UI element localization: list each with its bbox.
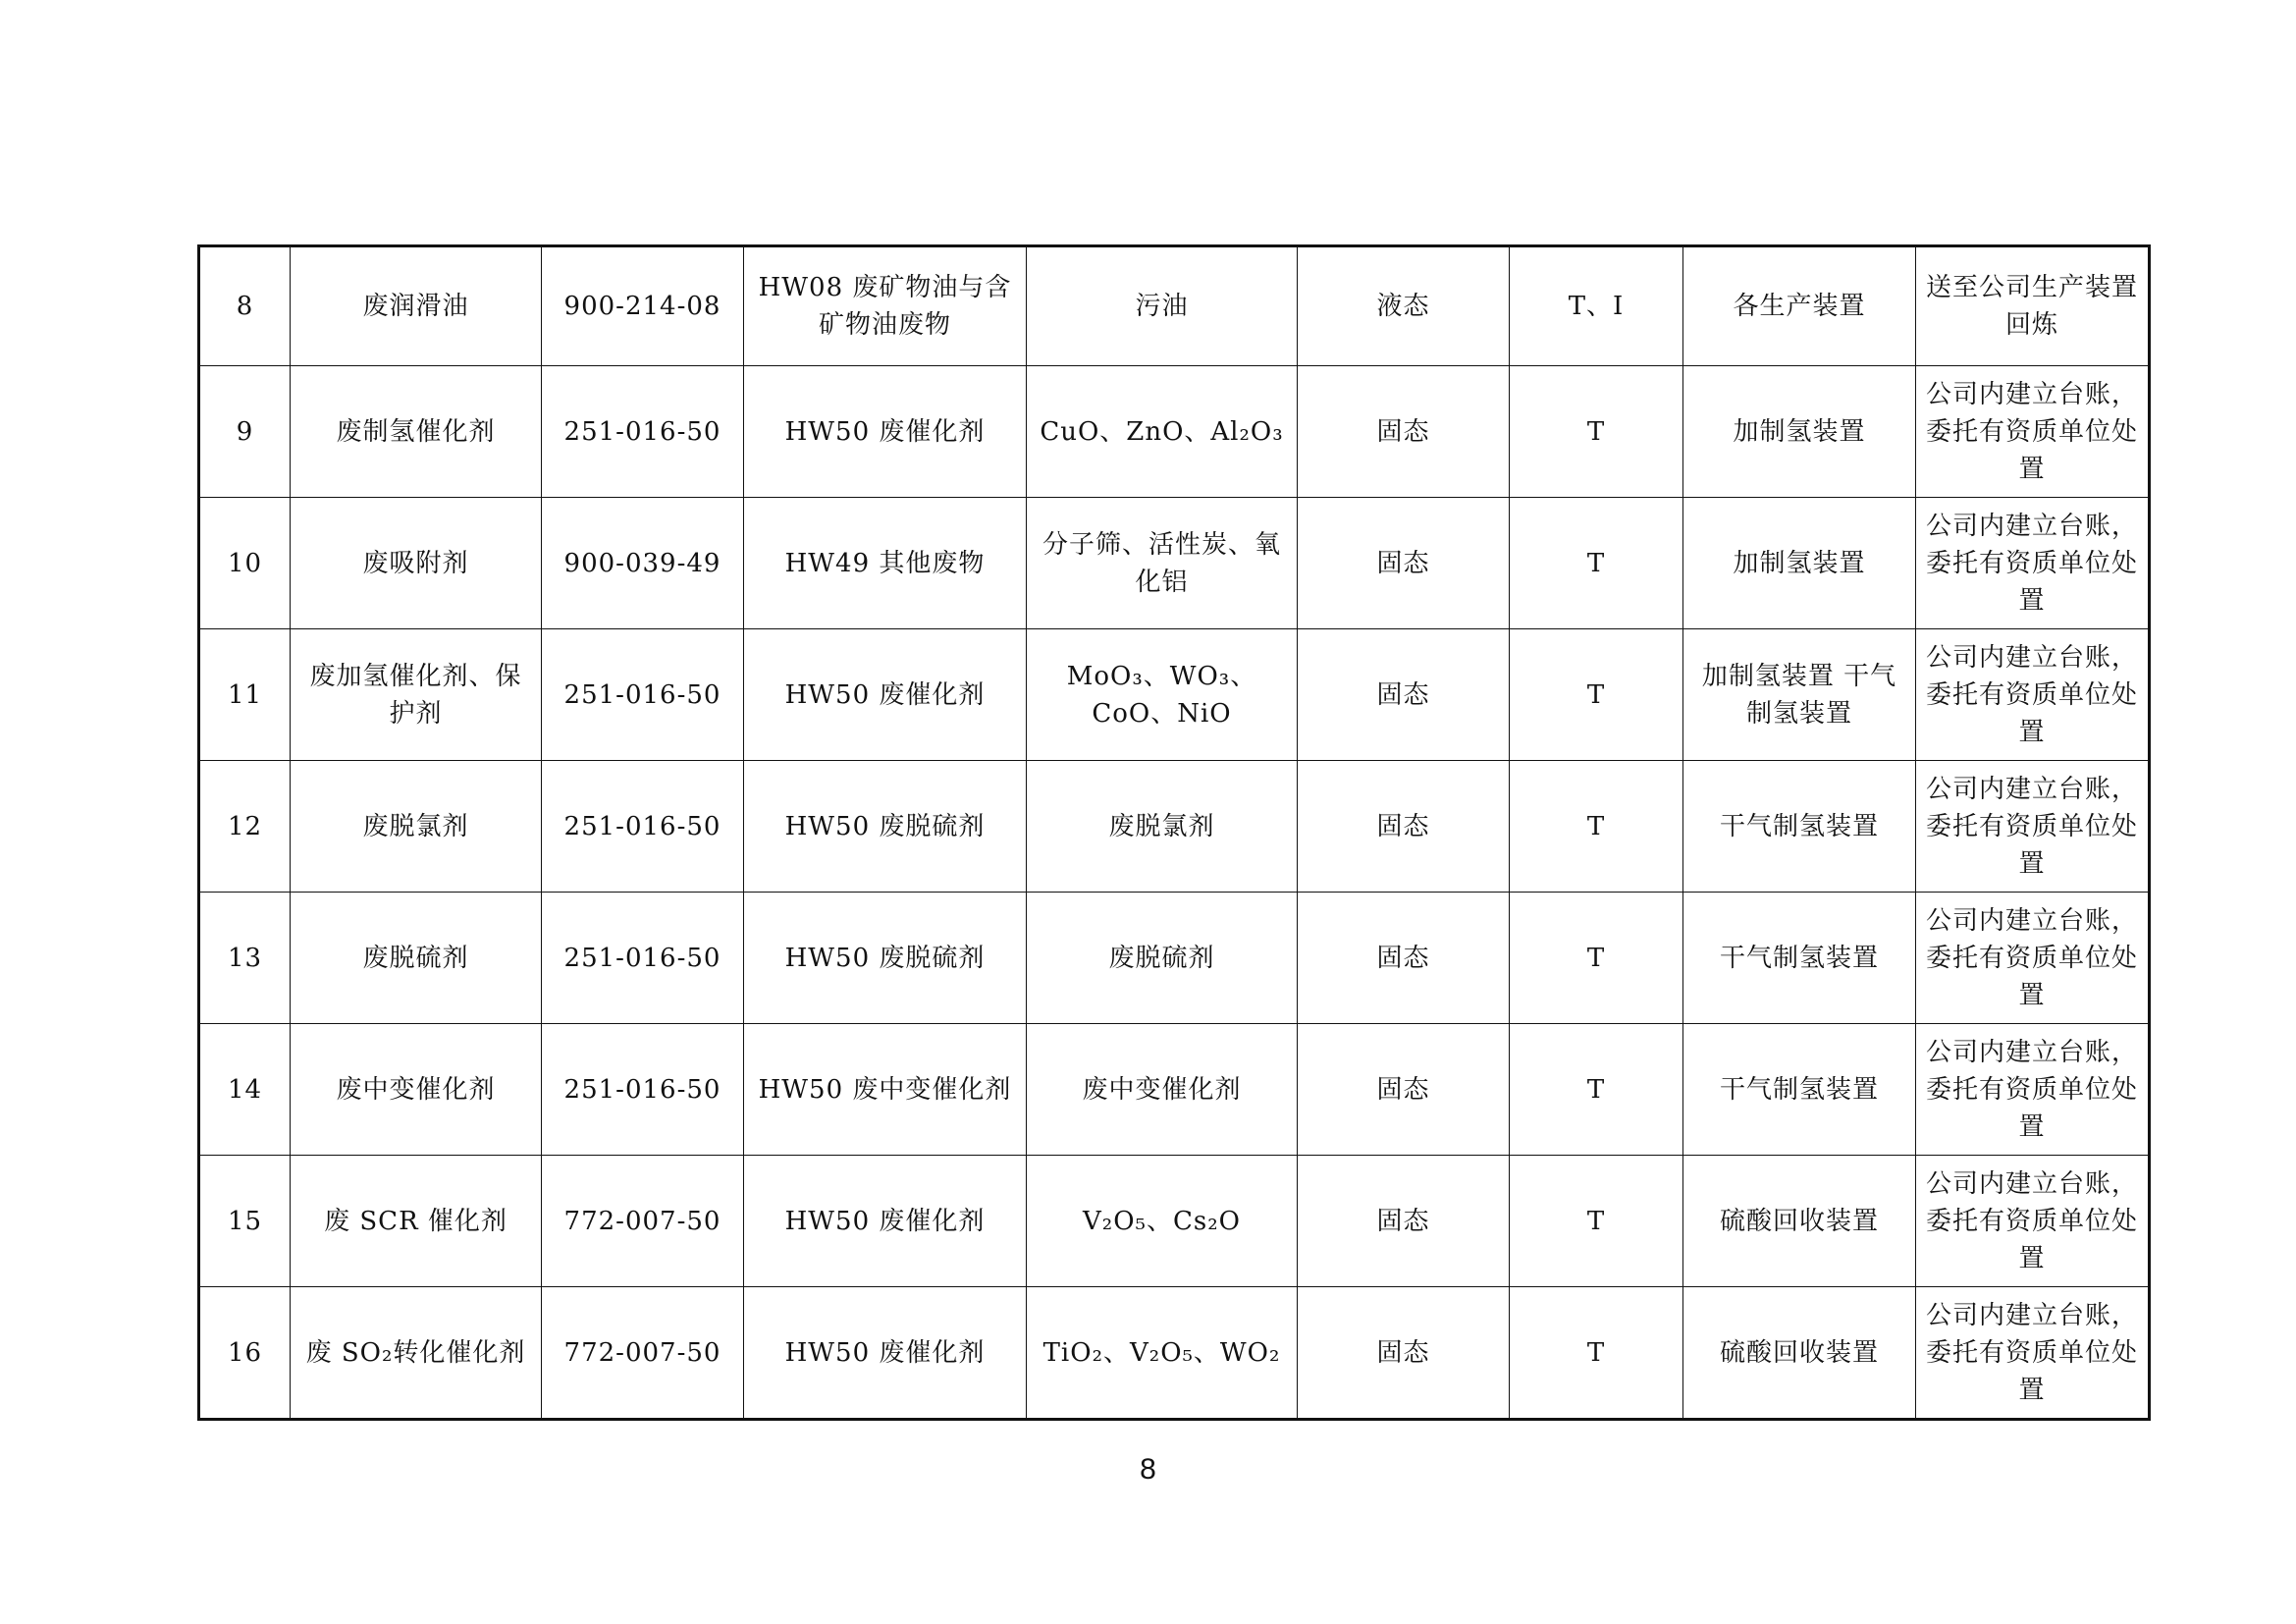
table-body — [199, 246, 2150, 1420]
cell-waste-code: 251-016-50 — [542, 366, 744, 498]
cell-physical-state: 固态 — [1298, 893, 1510, 1024]
cell-row-number: 10 — [199, 498, 291, 629]
cell-waste-name: 废加氢催化剂、保护剂 — [291, 629, 542, 761]
cell-row-number: 14 — [199, 1024, 291, 1156]
cell-waste-code: 251-016-50 — [542, 1024, 744, 1156]
cell-physical-state: 固态 — [1298, 761, 1510, 893]
cell-waste-category: HW50 废催化剂 — [744, 1287, 1027, 1420]
table-row — [199, 1156, 2150, 1287]
table-row — [199, 1287, 2150, 1420]
cell-physical-state: 固态 — [1298, 366, 1510, 498]
cell-waste-code: 251-016-50 — [542, 893, 744, 1024]
cell-physical-state: 固态 — [1298, 1287, 1510, 1420]
cell-source-unit: 干气制氢装置 — [1683, 893, 1916, 1024]
cell-waste-code: 251-016-50 — [542, 629, 744, 761]
cell-disposal-method: 公司内建立台账，委托有资质单位处置 — [1916, 629, 2150, 761]
table-row — [199, 246, 2150, 366]
cell-disposal-method: 公司内建立台账，委托有资质单位处置 — [1916, 761, 2150, 893]
cell-disposal-method: 公司内建立台账，委托有资质单位处置 — [1916, 366, 2150, 498]
cell-waste-name: 废 SCR 催化剂 — [291, 1156, 542, 1287]
cell-row-number: 15 — [199, 1156, 291, 1287]
cell-waste-category: HW50 废中变催化剂 — [744, 1024, 1027, 1156]
cell-hazard-property: T — [1510, 893, 1683, 1024]
cell-waste-category: HW50 废脱硫剂 — [744, 761, 1027, 893]
cell-hazard-property: T — [1510, 761, 1683, 893]
cell-row-number: 16 — [199, 1287, 291, 1420]
cell-waste-name: 废制氢催化剂 — [291, 366, 542, 498]
cell-waste-category: HW50 废催化剂 — [744, 1156, 1027, 1287]
cell-waste-name: 废吸附剂 — [291, 498, 542, 629]
cell-main-component: 污油 — [1027, 246, 1298, 366]
cell-waste-code: 900-039-49 — [542, 498, 744, 629]
table-row — [199, 629, 2150, 761]
cell-row-number: 8 — [199, 246, 291, 366]
cell-waste-category: HW50 废脱硫剂 — [744, 893, 1027, 1024]
cell-waste-name: 废 SO₂转化催化剂 — [291, 1287, 542, 1420]
cell-main-component: CuO、ZnO、Al₂O₃ — [1027, 366, 1298, 498]
cell-source-unit: 加制氢装置 干气制氢装置 — [1683, 629, 1916, 761]
cell-waste-category: HW08 废矿物油与含矿物油废物 — [744, 246, 1027, 366]
cell-source-unit: 干气制氢装置 — [1683, 761, 1916, 893]
hazardous-waste-table — [197, 244, 2151, 1421]
cell-physical-state: 固态 — [1298, 1156, 1510, 1287]
cell-physical-state: 液态 — [1298, 246, 1510, 366]
cell-hazard-property: T — [1510, 1156, 1683, 1287]
cell-waste-name: 废脱氯剂 — [291, 761, 542, 893]
cell-disposal-method: 公司内建立台账，委托有资质单位处置 — [1916, 498, 2150, 629]
cell-hazard-property: T — [1510, 498, 1683, 629]
cell-waste-code: 772-007-50 — [542, 1287, 744, 1420]
table-row — [199, 498, 2150, 629]
cell-hazard-property: T — [1510, 629, 1683, 761]
cell-main-component: 分子筛、活性炭、氧化铝 — [1027, 498, 1298, 629]
cell-waste-code: 251-016-50 — [542, 761, 744, 893]
cell-waste-name: 废脱硫剂 — [291, 893, 542, 1024]
cell-waste-name: 废润滑油 — [291, 246, 542, 366]
page-number: 8 — [1140, 1453, 1156, 1486]
cell-source-unit: 加制氢装置 — [1683, 498, 1916, 629]
cell-row-number: 9 — [199, 366, 291, 498]
cell-row-number: 11 — [199, 629, 291, 761]
cell-waste-category: HW49 其他废物 — [744, 498, 1027, 629]
cell-main-component: V₂O₅、Cs₂O — [1027, 1156, 1298, 1287]
cell-waste-name: 废中变催化剂 — [291, 1024, 542, 1156]
cell-waste-code: 772-007-50 — [542, 1156, 744, 1287]
cell-waste-category: HW50 废催化剂 — [744, 629, 1027, 761]
cell-physical-state: 固态 — [1298, 1024, 1510, 1156]
cell-source-unit: 各生产装置 — [1683, 246, 1916, 366]
cell-waste-code: 900-214-08 — [542, 246, 744, 366]
cell-hazard-property: T — [1510, 1024, 1683, 1156]
cell-main-component: 废脱氯剂 — [1027, 761, 1298, 893]
cell-row-number: 12 — [199, 761, 291, 893]
cell-disposal-method: 公司内建立台账，委托有资质单位处置 — [1916, 893, 2150, 1024]
cell-main-component: MoO₃、WO₃、CoO、NiO — [1027, 629, 1298, 761]
table-row — [199, 893, 2150, 1024]
table-row — [199, 761, 2150, 893]
cell-main-component: 废脱硫剂 — [1027, 893, 1298, 1024]
cell-row-number: 13 — [199, 893, 291, 1024]
cell-hazard-property: T、I — [1510, 246, 1683, 366]
cell-disposal-method: 送至公司生产装置回炼 — [1916, 246, 2150, 366]
cell-source-unit: 硫酸回收装置 — [1683, 1156, 1916, 1287]
cell-disposal-method: 公司内建立台账，委托有资质单位处置 — [1916, 1287, 2150, 1420]
cell-physical-state: 固态 — [1298, 629, 1510, 761]
cell-main-component: 废中变催化剂 — [1027, 1024, 1298, 1156]
cell-main-component: TiO₂、V₂O₅、WO₂ — [1027, 1287, 1298, 1420]
table-row — [199, 1024, 2150, 1156]
cell-hazard-property: T — [1510, 1287, 1683, 1420]
cell-source-unit: 硫酸回收装置 — [1683, 1287, 1916, 1420]
cell-source-unit: 干气制氢装置 — [1683, 1024, 1916, 1156]
cell-waste-category: HW50 废催化剂 — [744, 366, 1027, 498]
cell-hazard-property: T — [1510, 366, 1683, 498]
table-row — [199, 366, 2150, 498]
cell-physical-state: 固态 — [1298, 498, 1510, 629]
cell-disposal-method: 公司内建立台账，委托有资质单位处置 — [1916, 1156, 2150, 1287]
cell-disposal-method: 公司内建立台账，委托有资质单位处置 — [1916, 1024, 2150, 1156]
cell-source-unit: 加制氢装置 — [1683, 366, 1916, 498]
